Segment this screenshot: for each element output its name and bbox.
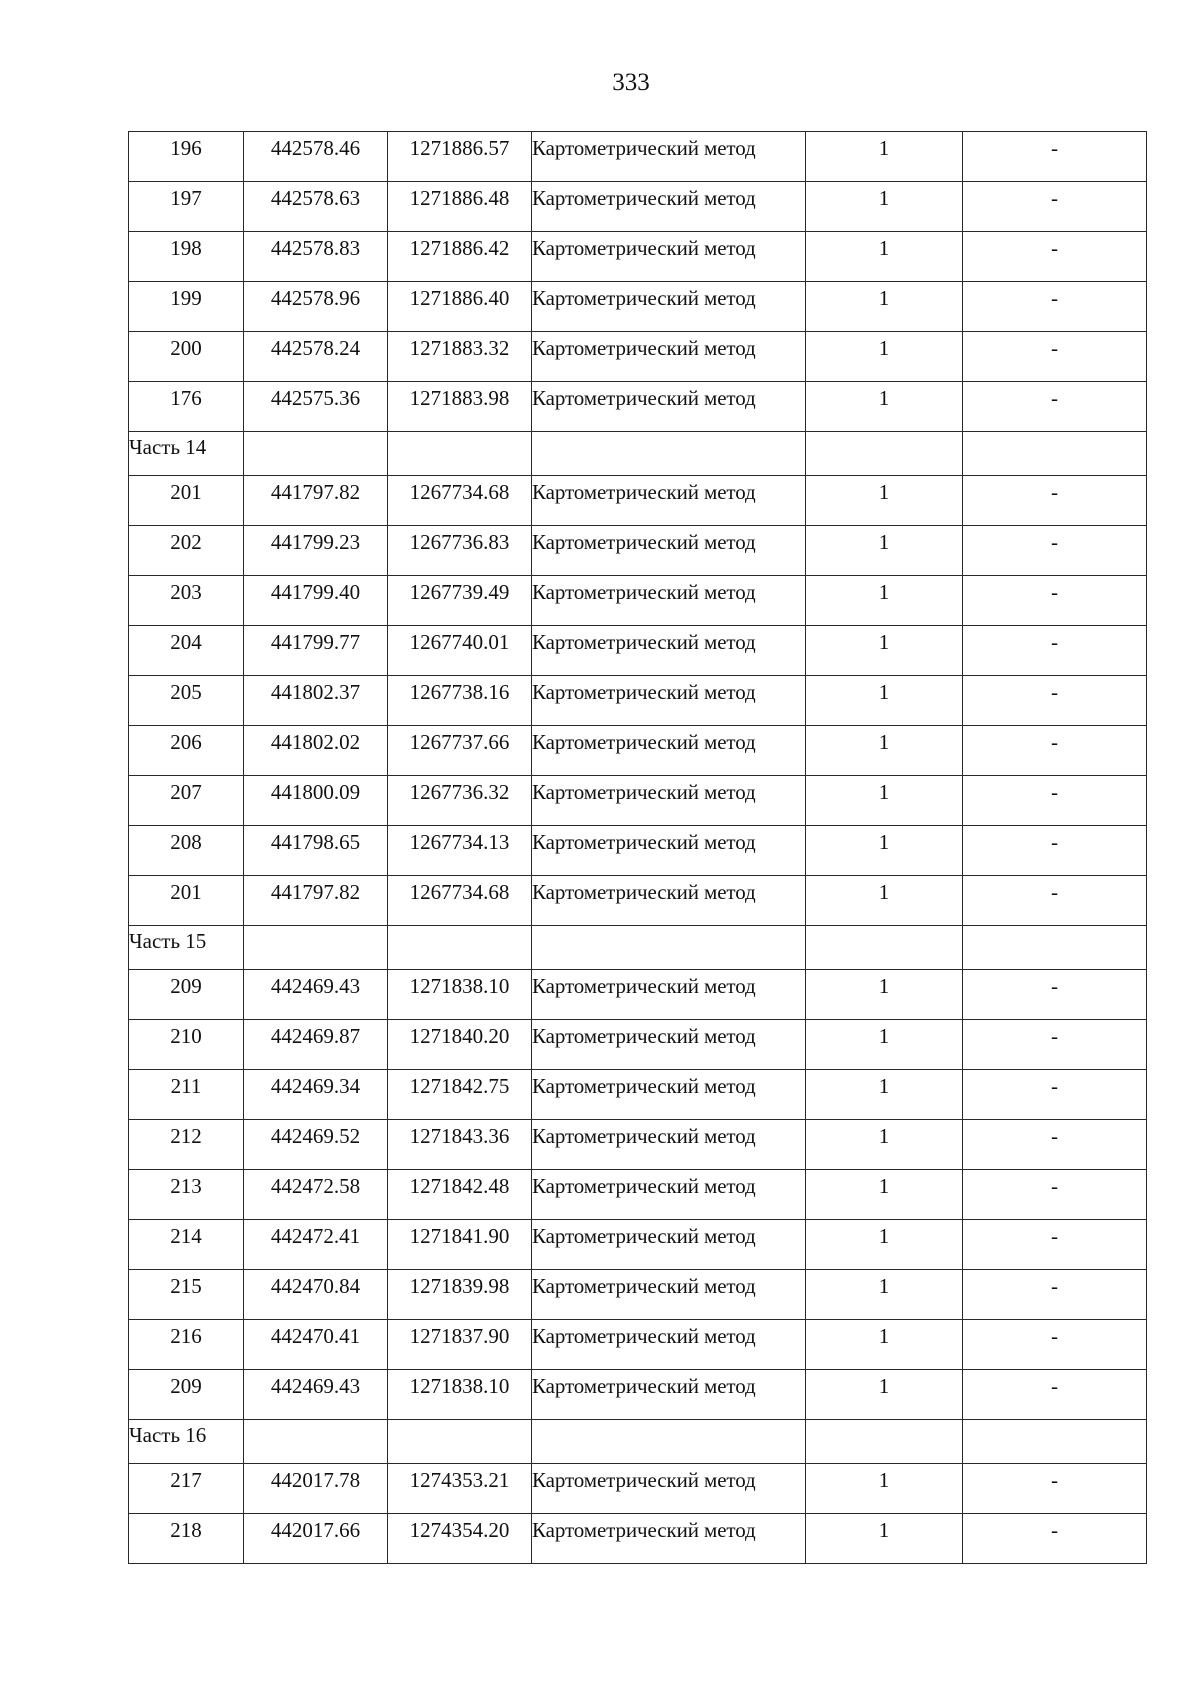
coordinates-table (128, 131, 1147, 1564)
empty-cell (532, 926, 806, 970)
table-row (129, 1370, 1147, 1420)
table-row (129, 1120, 1147, 1170)
method-cell: Картометрический метод (532, 876, 806, 926)
empty-cell (963, 926, 1147, 970)
y-coordinate-cell: 1271838.10 (388, 1370, 532, 1420)
part-header-row (129, 926, 1147, 970)
x-coordinate-cell: 441797.82 (244, 876, 388, 926)
empty-cell (388, 1420, 532, 1464)
y-coordinate-cell: 1267736.83 (388, 526, 532, 576)
accuracy-cell: 1 (806, 626, 963, 676)
accuracy-cell: 1 (806, 1170, 963, 1220)
empty-cell (244, 432, 388, 476)
page-number: 333 (612, 69, 650, 96)
point-number-cell: 176 (129, 382, 244, 432)
method-cell: Картометрический метод (532, 132, 806, 182)
y-coordinate-cell: 1271883.32 (388, 332, 532, 382)
table-row (129, 726, 1147, 776)
accuracy-cell: 1 (806, 1464, 963, 1514)
method-cell: Картометрический метод (532, 182, 806, 232)
point-number-cell: 201 (129, 876, 244, 926)
table-row (129, 970, 1147, 1020)
y-coordinate-cell: 1271837.90 (388, 1320, 532, 1370)
table-row (129, 1320, 1147, 1370)
empty-cell (388, 926, 532, 970)
empty-cell (806, 926, 963, 970)
method-cell: Картометрический метод (532, 826, 806, 876)
y-coordinate-cell: 1267738.16 (388, 676, 532, 726)
method-cell: Картометрический метод (532, 970, 806, 1020)
method-cell: Картометрический метод (532, 576, 806, 626)
description-cell: - (963, 776, 1147, 826)
description-cell: - (963, 1270, 1147, 1320)
description-cell: - (963, 1170, 1147, 1220)
accuracy-cell: 1 (806, 526, 963, 576)
method-cell: Картометрический метод (532, 232, 806, 282)
table-row (129, 1464, 1147, 1514)
x-coordinate-cell: 442017.66 (244, 1514, 388, 1564)
point-number-cell: 196 (129, 132, 244, 182)
accuracy-cell: 1 (806, 282, 963, 332)
empty-cell (244, 1420, 388, 1464)
accuracy-cell: 1 (806, 676, 963, 726)
description-cell: - (963, 726, 1147, 776)
table-row (129, 1070, 1147, 1120)
empty-cell (388, 432, 532, 476)
method-cell: Картометрический метод (532, 1270, 806, 1320)
method-cell: Картометрический метод (532, 1370, 806, 1420)
point-number-cell: 214 (129, 1220, 244, 1270)
method-cell: Картометрический метод (532, 282, 806, 332)
accuracy-cell: 1 (806, 132, 963, 182)
x-coordinate-cell: 442470.84 (244, 1270, 388, 1320)
table-row (129, 1220, 1147, 1270)
x-coordinate-cell: 441800.09 (244, 776, 388, 826)
point-number-cell: 204 (129, 626, 244, 676)
method-cell: Картометрический метод (532, 1514, 806, 1564)
point-number-cell: 205 (129, 676, 244, 726)
description-cell: - (963, 132, 1147, 182)
description-cell: - (963, 826, 1147, 876)
description-cell: - (963, 626, 1147, 676)
x-coordinate-cell: 442469.43 (244, 970, 388, 1020)
accuracy-cell: 1 (806, 776, 963, 826)
empty-cell (963, 432, 1147, 476)
y-coordinate-cell: 1271886.40 (388, 282, 532, 332)
point-number-cell: 200 (129, 332, 244, 382)
accuracy-cell: 1 (806, 382, 963, 432)
accuracy-cell: 1 (806, 332, 963, 382)
y-coordinate-cell: 1274354.20 (388, 1514, 532, 1564)
method-cell: Картометрический метод (532, 1020, 806, 1070)
y-coordinate-cell: 1267740.01 (388, 626, 532, 676)
description-cell: - (963, 332, 1147, 382)
accuracy-cell: 1 (806, 970, 963, 1020)
x-coordinate-cell: 441802.37 (244, 676, 388, 726)
point-number-cell: 212 (129, 1120, 244, 1170)
description-cell: - (963, 1220, 1147, 1270)
accuracy-cell: 1 (806, 232, 963, 282)
point-number-cell: 209 (129, 1370, 244, 1420)
empty-cell (806, 1420, 963, 1464)
description-cell: - (963, 476, 1147, 526)
part-label: Часть 16 (129, 1420, 244, 1464)
point-number-cell: 197 (129, 182, 244, 232)
y-coordinate-cell: 1267734.68 (388, 476, 532, 526)
table-row (129, 132, 1147, 182)
accuracy-cell: 1 (806, 576, 963, 626)
accuracy-cell: 1 (806, 1320, 963, 1370)
description-cell: - (963, 1320, 1147, 1370)
x-coordinate-cell: 442575.36 (244, 382, 388, 432)
y-coordinate-cell: 1271886.48 (388, 182, 532, 232)
y-coordinate-cell: 1271838.10 (388, 970, 532, 1020)
empty-cell (532, 1420, 806, 1464)
accuracy-cell: 1 (806, 1514, 963, 1564)
table-row (129, 282, 1147, 332)
x-coordinate-cell: 442469.52 (244, 1120, 388, 1170)
description-cell: - (963, 876, 1147, 926)
accuracy-cell: 1 (806, 1070, 963, 1120)
method-cell: Картометрический метод (532, 1464, 806, 1514)
method-cell: Картометрический метод (532, 382, 806, 432)
y-coordinate-cell: 1271842.48 (388, 1170, 532, 1220)
table-row (129, 1170, 1147, 1220)
table-row (129, 1270, 1147, 1320)
empty-cell (532, 432, 806, 476)
point-number-cell: 199 (129, 282, 244, 332)
point-number-cell: 213 (129, 1170, 244, 1220)
description-cell: - (963, 676, 1147, 726)
description-cell: - (963, 382, 1147, 432)
method-cell: Картометрический метод (532, 1170, 806, 1220)
method-cell: Картометрический метод (532, 1120, 806, 1170)
x-coordinate-cell: 441798.65 (244, 826, 388, 876)
table-row (129, 576, 1147, 626)
y-coordinate-cell: 1271839.98 (388, 1270, 532, 1320)
table-row (129, 182, 1147, 232)
part-header-row (129, 1420, 1147, 1464)
y-coordinate-cell: 1267739.49 (388, 576, 532, 626)
x-coordinate-cell: 442578.63 (244, 182, 388, 232)
accuracy-cell: 1 (806, 182, 963, 232)
point-number-cell: 216 (129, 1320, 244, 1370)
y-coordinate-cell: 1267734.68 (388, 876, 532, 926)
table-row (129, 526, 1147, 576)
description-cell: - (963, 1120, 1147, 1170)
y-coordinate-cell: 1267737.66 (388, 726, 532, 776)
description-cell: - (963, 970, 1147, 1020)
method-cell: Картометрический метод (532, 726, 806, 776)
point-number-cell: 206 (129, 726, 244, 776)
point-number-cell: 217 (129, 1464, 244, 1514)
x-coordinate-cell: 441802.02 (244, 726, 388, 776)
y-coordinate-cell: 1267734.13 (388, 826, 532, 876)
x-coordinate-cell: 442472.58 (244, 1170, 388, 1220)
description-cell: - (963, 526, 1147, 576)
point-number-cell: 207 (129, 776, 244, 826)
y-coordinate-cell: 1271840.20 (388, 1020, 532, 1070)
part-label: Часть 14 (129, 432, 244, 476)
y-coordinate-cell: 1271886.42 (388, 232, 532, 282)
accuracy-cell: 1 (806, 726, 963, 776)
y-coordinate-cell: 1271842.75 (388, 1070, 532, 1120)
x-coordinate-cell: 441797.82 (244, 476, 388, 526)
empty-cell (806, 432, 963, 476)
description-cell: - (963, 182, 1147, 232)
x-coordinate-cell: 441799.40 (244, 576, 388, 626)
accuracy-cell: 1 (806, 1220, 963, 1270)
accuracy-cell: 1 (806, 826, 963, 876)
method-cell: Картометрический метод (532, 626, 806, 676)
point-number-cell: 211 (129, 1070, 244, 1120)
method-cell: Картометрический метод (532, 776, 806, 826)
table-row (129, 676, 1147, 726)
table-row (129, 776, 1147, 826)
y-coordinate-cell: 1271883.98 (388, 382, 532, 432)
description-cell: - (963, 1464, 1147, 1514)
table-row (129, 876, 1147, 926)
accuracy-cell: 1 (806, 1370, 963, 1420)
description-cell: - (963, 1020, 1147, 1070)
y-coordinate-cell: 1271886.57 (388, 132, 532, 182)
accuracy-cell: 1 (806, 1120, 963, 1170)
accuracy-cell: 1 (806, 1270, 963, 1320)
x-coordinate-cell: 442578.46 (244, 132, 388, 182)
point-number-cell: 215 (129, 1270, 244, 1320)
description-cell: - (963, 1070, 1147, 1120)
y-coordinate-cell: 1267736.32 (388, 776, 532, 826)
y-coordinate-cell: 1271843.36 (388, 1120, 532, 1170)
x-coordinate-cell: 441799.77 (244, 626, 388, 676)
description-cell: - (963, 1514, 1147, 1564)
part-header-row (129, 432, 1147, 476)
point-number-cell: 203 (129, 576, 244, 626)
description-cell: - (963, 1370, 1147, 1420)
table-row (129, 626, 1147, 676)
description-cell: - (963, 232, 1147, 282)
x-coordinate-cell: 442469.34 (244, 1070, 388, 1120)
method-cell: Картометрический метод (532, 1320, 806, 1370)
table-row (129, 826, 1147, 876)
x-coordinate-cell: 442469.87 (244, 1020, 388, 1070)
table-row (129, 1020, 1147, 1070)
method-cell: Картометрический метод (532, 1070, 806, 1120)
x-coordinate-cell: 442017.78 (244, 1464, 388, 1514)
table-row (129, 1514, 1147, 1564)
x-coordinate-cell: 441799.23 (244, 526, 388, 576)
x-coordinate-cell: 442472.41 (244, 1220, 388, 1270)
point-number-cell: 209 (129, 970, 244, 1020)
x-coordinate-cell: 442578.83 (244, 232, 388, 282)
empty-cell (963, 1420, 1147, 1464)
table-row (129, 232, 1147, 282)
point-number-cell: 210 (129, 1020, 244, 1070)
point-number-cell: 202 (129, 526, 244, 576)
part-label: Часть 15 (129, 926, 244, 970)
method-cell: Картометрический метод (532, 332, 806, 382)
point-number-cell: 218 (129, 1514, 244, 1564)
x-coordinate-cell: 442469.43 (244, 1370, 388, 1420)
table-row (129, 476, 1147, 526)
accuracy-cell: 1 (806, 1020, 963, 1070)
y-coordinate-cell: 1274353.21 (388, 1464, 532, 1514)
x-coordinate-cell: 442578.24 (244, 332, 388, 382)
point-number-cell: 201 (129, 476, 244, 526)
coordinates-table-body (129, 132, 1147, 1564)
method-cell: Картометрический метод (532, 476, 806, 526)
method-cell: Картометрический метод (532, 526, 806, 576)
x-coordinate-cell: 442470.41 (244, 1320, 388, 1370)
x-coordinate-cell: 442578.96 (244, 282, 388, 332)
accuracy-cell: 1 (806, 876, 963, 926)
method-cell: Картометрический метод (532, 1220, 806, 1270)
point-number-cell: 208 (129, 826, 244, 876)
point-number-cell: 198 (129, 232, 244, 282)
empty-cell (244, 926, 388, 970)
table-row (129, 382, 1147, 432)
description-cell: - (963, 576, 1147, 626)
y-coordinate-cell: 1271841.90 (388, 1220, 532, 1270)
method-cell: Картометрический метод (532, 676, 806, 726)
description-cell: - (963, 282, 1147, 332)
table-row (129, 332, 1147, 382)
accuracy-cell: 1 (806, 476, 963, 526)
